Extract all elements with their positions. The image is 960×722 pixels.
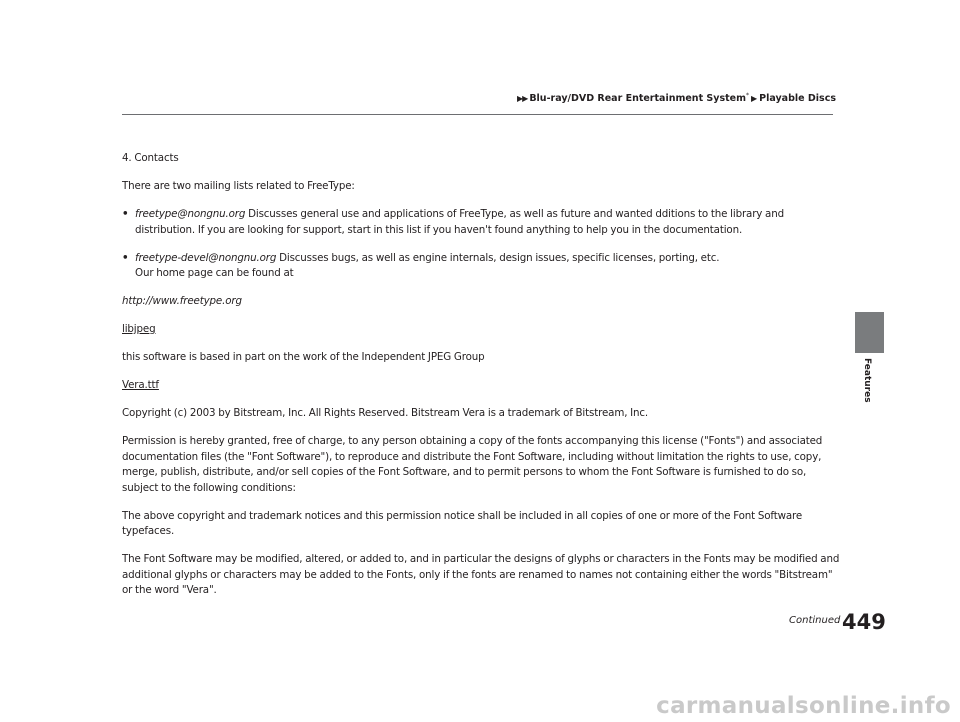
- bullet-icon: •: [122, 251, 129, 264]
- watermark-text: carmanualsonline.info: [656, 693, 951, 719]
- header-divider: [122, 114, 833, 115]
- bullet-icon: •: [122, 208, 129, 220]
- libjpeg-heading: libjpeg: [122, 323, 156, 335]
- double-triangle-icon: ▶▶: [517, 94, 528, 104]
- continued-label: Continued: [789, 615, 841, 626]
- breadcrumb: [517, 92, 836, 104]
- section-tab-label: Features: [862, 358, 872, 403]
- permission-paragraph: Permission is hereby granted, free of charge, to any person obtaining a copy of the fonts accompanying this license ("Fonts") and associated documentation files (the "Font Software"), to reproduce and distribute the Font Software, including without limitation the rights to use, copy, merge, publish, distribute, and/or sell copies of the Font Software, and to permit persons to whom the Font Software is furnished to do so, subject to the following conditions:: [122, 435, 823, 494]
- bullet-text: Discusses general use and applications of FreeType, as well as future and wanted dditions to the library and distribution. If you are looking for support, start in this list if you haven't found anything to help you in the documentation.: [135, 208, 784, 236]
- modification-paragraph: The Font Software may be modified, altered, or added to, and in particular the designs of glyphs or characters in the Fonts may be modified and additional glyphs or characters may be added to the Fonts, only if the fonts are renamed to names not containing either the words "Bitstream" or the word "Vera".: [122, 553, 840, 596]
- libjpeg-text: this software is based in part on the work of the Independent JPEG Group: [122, 351, 485, 363]
- freetype-email-link[interactable]: freetype@nongnu.org: [135, 208, 246, 220]
- vera-heading: Vera.ttf: [122, 379, 159, 391]
- section-tab: [855, 312, 884, 353]
- notice-paragraph: The above copyright and trademark notices and this permission notice shall be included in all copies of one or more of the Font Software typefaces.: [122, 509, 803, 537]
- triangle-icon: ▶: [751, 94, 758, 104]
- contacts-heading: 4. Contacts: [122, 152, 179, 164]
- watermark: [0, 690, 960, 722]
- vera-copyright: Copyright (c) 2003 by Bitstream, Inc. All Rights Reserved. Bitstream Vera is a trademark of Bitstream, Inc.: [122, 407, 649, 419]
- list-item: [122, 251, 840, 282]
- homepage-link[interactable]: http://www.freetype.org: [122, 295, 242, 307]
- breadcrumb-asterisk: *: [746, 92, 749, 99]
- bullet-text-line2: Our home page can be found at: [135, 267, 294, 279]
- list-item: [122, 207, 840, 238]
- freetype-devel-email-link[interactable]: freetype-devel@nongnu.org: [135, 251, 277, 264]
- page-number: 449: [842, 610, 886, 634]
- breadcrumb-subsection: Playable Discs: [759, 93, 836, 105]
- mailing-lists-intro: There are two mailing lists related to FreeType:: [122, 180, 355, 192]
- bullet-text: Discusses bugs, as well as engine internals, design issues, specific licenses, porting, etc.: [276, 251, 720, 264]
- license-body: [122, 151, 840, 611]
- breadcrumb-section: Blu-ray/DVD Rear Entertainment System: [529, 93, 746, 105]
